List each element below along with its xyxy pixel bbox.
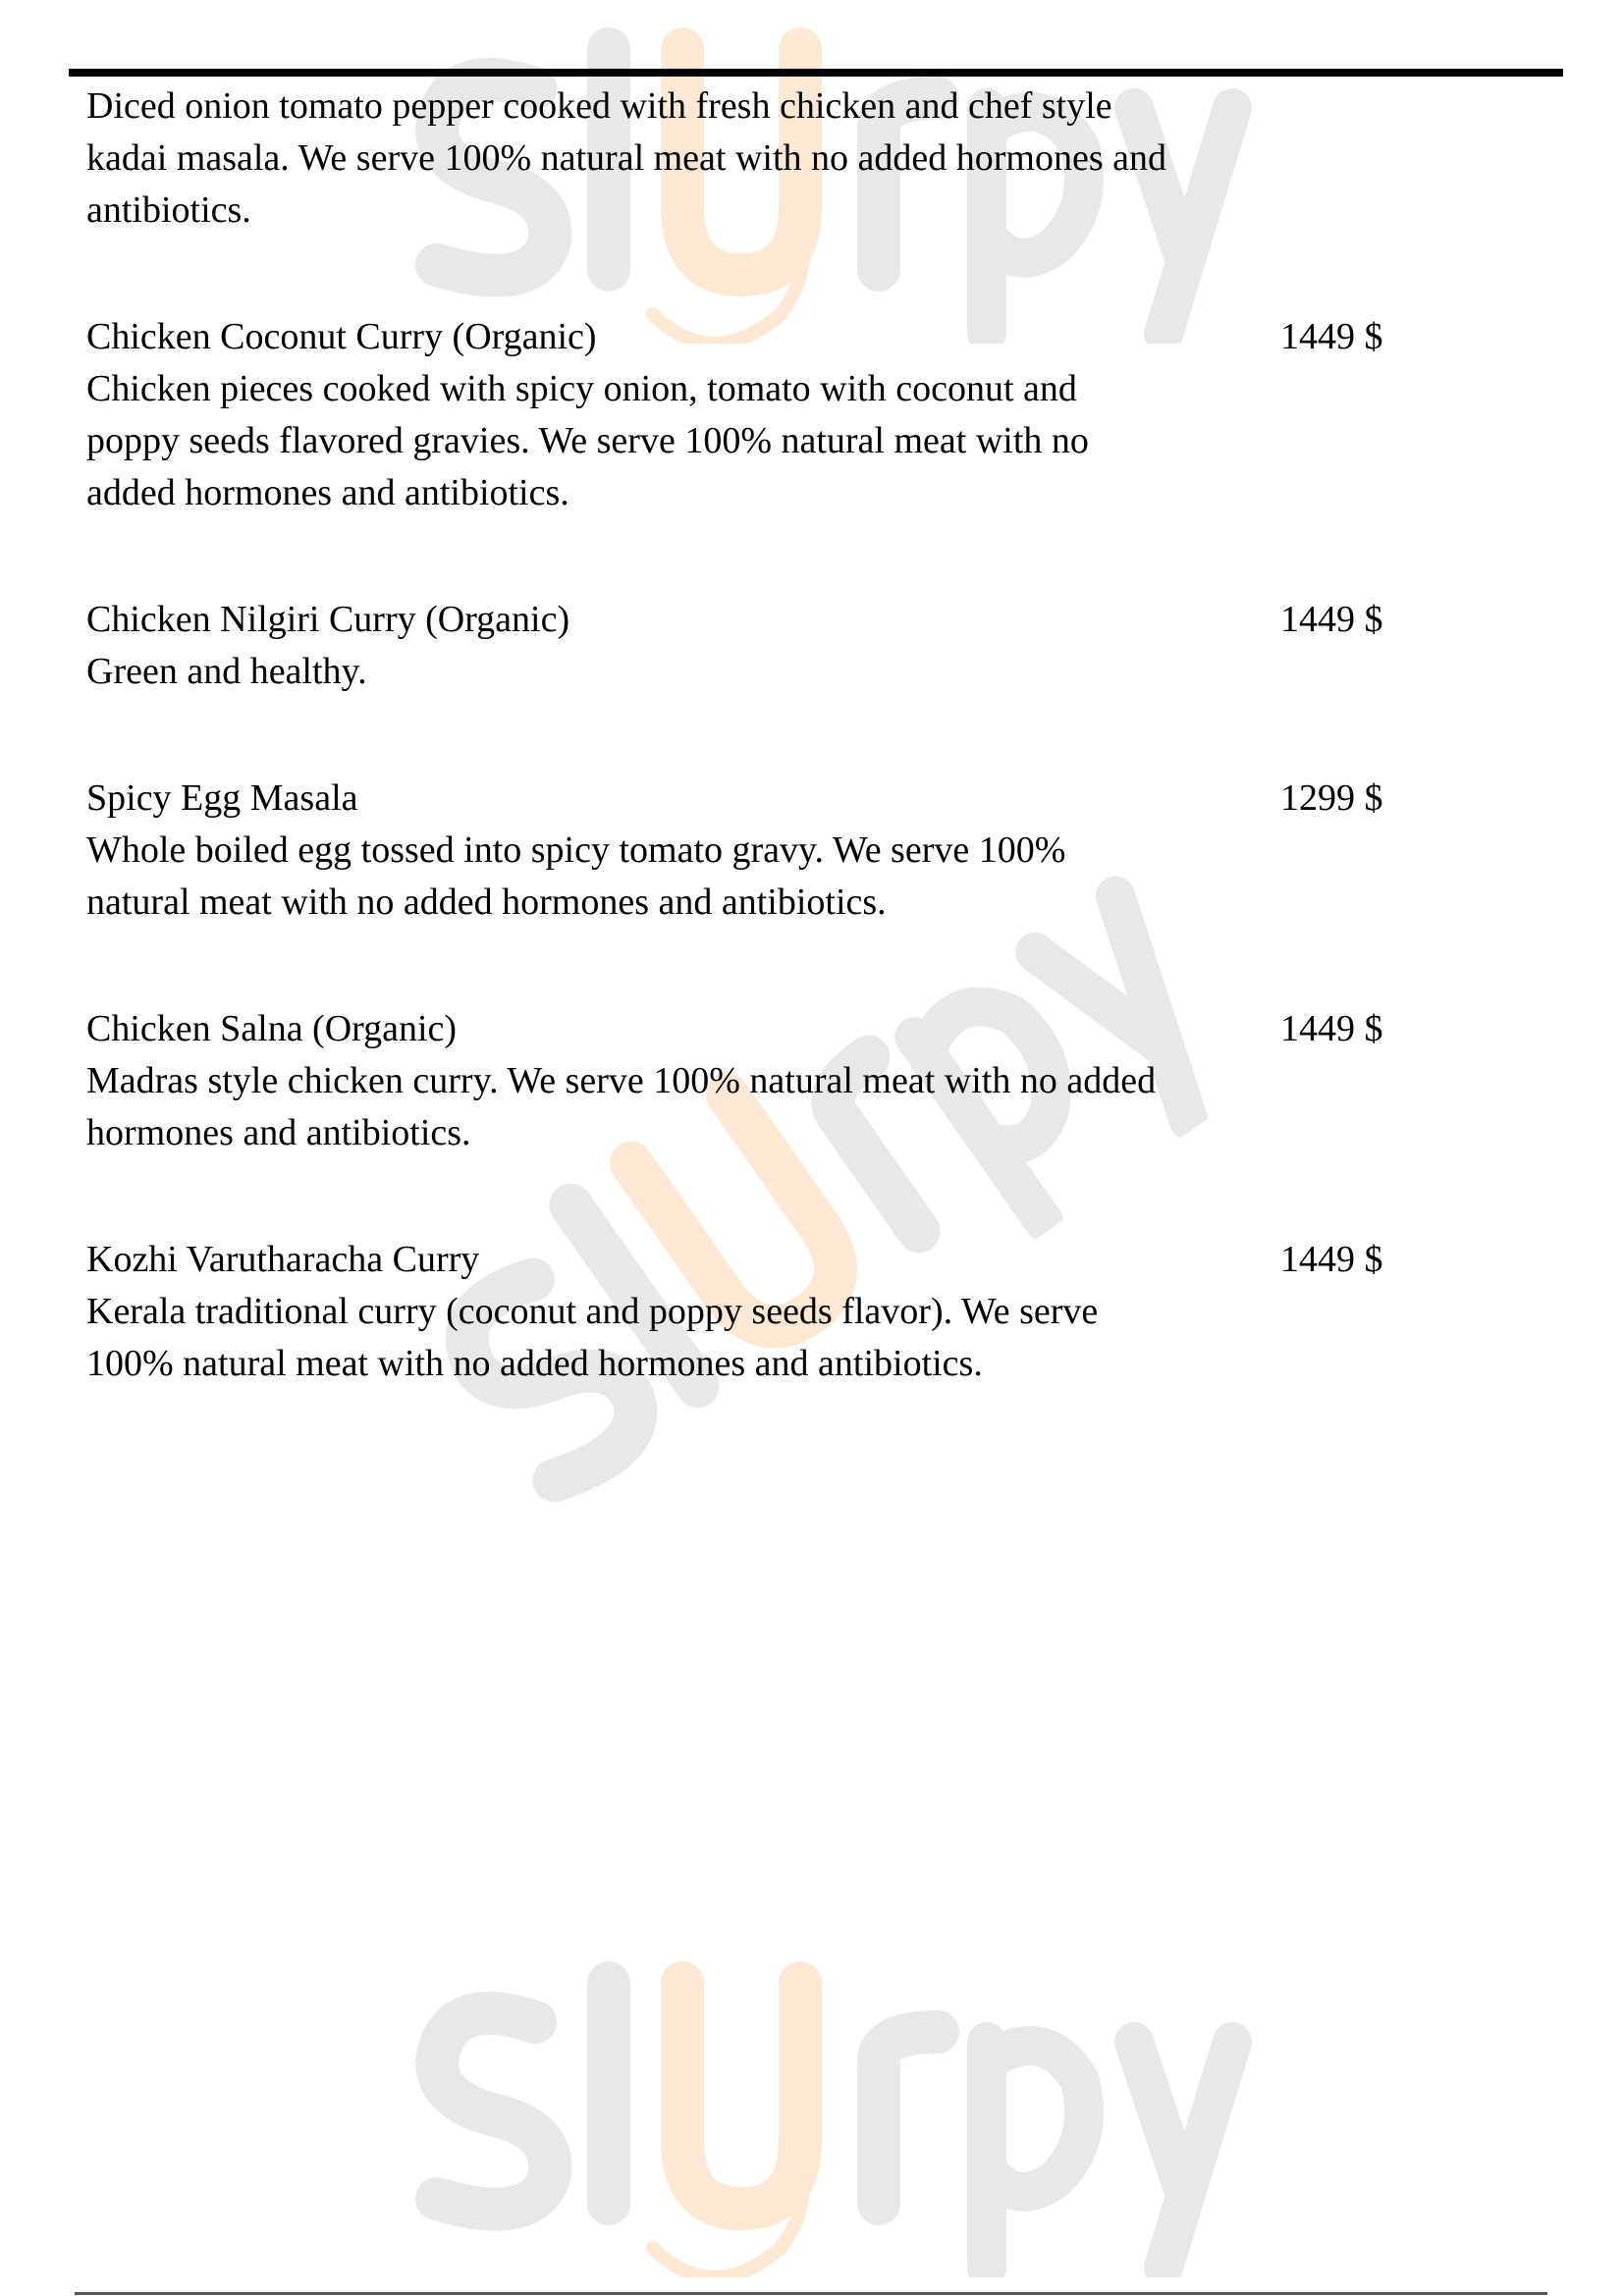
menu-item-price: 1449 $	[1280, 1239, 1383, 1280]
menu-item-price: 1449 $	[1280, 599, 1383, 640]
top-divider	[69, 69, 1563, 77]
menu-item	[86, 773, 1559, 929]
menu-list	[86, 80, 1559, 1465]
menu-item-name: Chicken Salna (Organic)	[86, 1008, 458, 1049]
menu-item-price: 1299 $	[1280, 777, 1383, 819]
menu-item-description: Madras style chicken curry. We serve 100% natural meat with no added hormones and antibiotics.	[86, 1060, 1157, 1153]
menu-item-description: Whole boiled egg tossed into spicy tomato gravy. We serve 100% natural meat with no added hormones and antibiotics.	[86, 829, 1066, 923]
menu-item	[86, 80, 1559, 237]
menu-item-name: Chicken Nilgiri Curry (Organic)	[86, 599, 570, 640]
menu-item-price: 1449 $	[1280, 1008, 1383, 1049]
menu-item-description: Diced onion tomato pepper cooked with fresh chicken and chef style kadai masala. We serve 100% natural meat with no added hormones and antibiotics.	[86, 85, 1166, 231]
menu-item	[86, 594, 1559, 698]
menu-item	[86, 311, 1559, 519]
watermark-logo-icon	[388, 1953, 1252, 2277]
menu-item	[86, 1003, 1559, 1159]
menu-item-name: Spicy Egg Masala	[86, 777, 358, 819]
menu-item-description: Kerala traditional curry (coconut and poppy seeds flavor). We serve 100% natural meat with no added hormones and antibiotics.	[86, 1291, 1099, 1384]
bottom-divider	[75, 2292, 1547, 2295]
menu-item-name: Kozhi Varutharacha Curry	[86, 1239, 480, 1280]
menu-item-price: 1449 $	[1280, 316, 1383, 357]
menu-item-description: Green and healthy.	[86, 651, 367, 692]
menu-item-name: Chicken Coconut Curry (Organic)	[86, 316, 597, 357]
slurpy-watermark-logo	[388, 1953, 1252, 2277]
menu-item	[86, 1234, 1559, 1390]
menu-item-description: Chicken pieces cooked with spicy onion, tomato with coconut and poppy seeds flavored gravies. We serve 100% natural meat with no added hormones and antibiotics.	[86, 368, 1089, 513]
